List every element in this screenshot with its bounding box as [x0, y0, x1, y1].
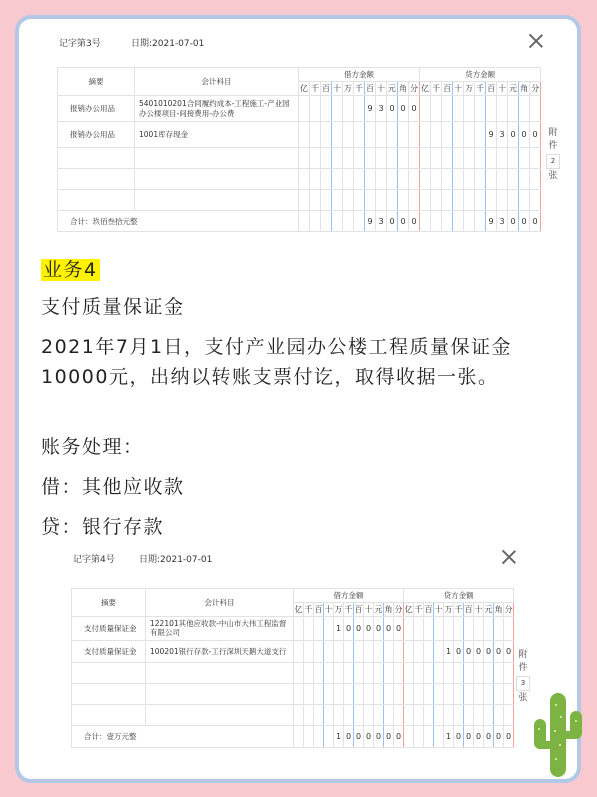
total-credit-digit — [414, 725, 424, 747]
unit-header: 百 — [442, 82, 453, 96]
credit-digit[interactable] — [454, 617, 464, 641]
total-debit-digit: 3 — [376, 211, 387, 232]
empty-row — [58, 148, 541, 169]
debit-digit[interactable] — [294, 640, 304, 662]
unit-header: 元 — [484, 603, 494, 617]
unit-header: 元 — [374, 603, 384, 617]
total-debit-digit — [354, 211, 365, 232]
unit-header: 角 — [398, 82, 409, 96]
debit-digit[interactable] — [354, 640, 364, 662]
credit-digit[interactable] — [453, 122, 464, 148]
credit-digit[interactable]: 9 — [486, 122, 497, 148]
entry-account[interactable]: 122101其他应收款-中山市大伟工程监督有限公司 — [146, 617, 294, 641]
credit-digit[interactable]: 0 — [474, 640, 484, 662]
debit-digit[interactable] — [321, 96, 332, 122]
credit-digit[interactable] — [414, 640, 424, 662]
attach-label: 件 — [548, 141, 558, 151]
unit-header: 千 — [431, 82, 442, 96]
debit-digit[interactable] — [299, 96, 310, 122]
description-paragraph: 2021年7月1日，支付产业园办公楼工程质量保证金10000元，出纳以转账支票付讫，取得收据一张。 — [41, 336, 513, 388]
cactus-decoration — [530, 685, 586, 785]
header-debit: 借方金额 — [299, 68, 420, 82]
credit-digit[interactable] — [486, 96, 497, 122]
credit-digit[interactable] — [494, 617, 504, 641]
total-credit-digit: 0 — [454, 725, 464, 747]
debit-digit[interactable] — [394, 640, 404, 662]
total-credit-digit — [442, 211, 453, 232]
unit-header: 十 — [364, 603, 374, 617]
debit-digit[interactable]: 0 — [398, 96, 409, 122]
total-credit-digit: 0 — [474, 725, 484, 747]
header-credit: 贷方金额 — [404, 589, 514, 603]
total-debit-digit — [324, 725, 334, 747]
unit-header: 千 — [475, 82, 486, 96]
total-credit-digit: 0 — [519, 211, 530, 232]
credit-entry: 贷：银行存款 — [41, 516, 165, 538]
debit-digit[interactable] — [344, 640, 354, 662]
debit-digit[interactable] — [314, 640, 324, 662]
credit-digit[interactable] — [530, 96, 541, 122]
credit-digit[interactable] — [464, 617, 474, 641]
debit-digit[interactable] — [384, 640, 394, 662]
total-debit-digit — [314, 725, 324, 747]
unit-header: 十 — [453, 82, 464, 96]
unit-header: 亿 — [294, 603, 304, 617]
total-credit-digit: 1 — [444, 725, 454, 747]
total-debit-digit: 0 — [354, 725, 364, 747]
unit-header: 百 — [365, 82, 376, 96]
section-heading — [41, 255, 100, 285]
unit-header: 元 — [387, 82, 398, 96]
unit-header: 十 — [474, 603, 484, 617]
total-debit-digit: 9 — [365, 211, 376, 232]
attach-label: 张 — [548, 171, 558, 181]
total-credit-digit: 0 — [504, 725, 514, 747]
unit-header: 千 — [454, 603, 464, 617]
unit-header: 百 — [464, 603, 474, 617]
total-credit-digit — [434, 725, 444, 747]
unit-header: 分 — [530, 82, 541, 96]
total-label: 合计：壹万元整 — [72, 725, 294, 747]
total-debit-digit — [294, 725, 304, 747]
total-credit-digit — [464, 211, 475, 232]
unit-header: 万 — [343, 82, 354, 96]
voucher-date: 日期:2021-07-01 — [139, 555, 213, 565]
debit-digit[interactable] — [324, 617, 334, 641]
debit-digit[interactable]: 0 — [344, 617, 354, 641]
entry-summary[interactable]: 报销办公用品 — [58, 122, 135, 148]
attach-label: 附 — [548, 128, 558, 138]
voucher-date: 日期:2021-07-01 — [131, 39, 205, 49]
empty-row — [72, 662, 514, 683]
credit-digit[interactable] — [474, 617, 484, 641]
entry-summary[interactable]: 支付质量保证金 — [72, 617, 146, 641]
close-icon[interactable] — [501, 549, 517, 565]
header-account: 会计科目 — [135, 68, 299, 96]
debit-digit[interactable] — [374, 640, 384, 662]
debit-digit[interactable] — [365, 122, 376, 148]
credit-digit[interactable] — [431, 122, 442, 148]
unit-header: 分 — [409, 82, 420, 96]
attachment-count — [516, 649, 530, 705]
unit-header: 千 — [414, 603, 424, 617]
unit-header: 百 — [314, 603, 324, 617]
total-debit-digit — [310, 211, 321, 232]
empty-row — [58, 190, 541, 211]
entry-account[interactable]: 100201银行存款-工行深圳天鹅大道支行 — [146, 640, 294, 662]
credit-digit[interactable] — [519, 96, 530, 122]
total-debit-digit: 1 — [334, 725, 344, 747]
credit-digit[interactable] — [444, 617, 454, 641]
unit-header: 千 — [304, 603, 314, 617]
unit-header: 亿 — [420, 82, 431, 96]
total-credit-digit: 0 — [530, 211, 541, 232]
unit-header: 亿 — [299, 82, 310, 96]
unit-header: 千 — [354, 82, 365, 96]
total-debit-digit: 0 — [398, 211, 409, 232]
debit-digit[interactable] — [364, 640, 374, 662]
debit-digit[interactable]: 0 — [364, 617, 374, 641]
credit-digit[interactable] — [424, 617, 434, 641]
content-card — [15, 15, 581, 783]
total-credit-digit — [404, 725, 414, 747]
credit-digit[interactable] — [424, 640, 434, 662]
entry-summary[interactable]: 报销办公用品 — [58, 96, 135, 122]
treatment-label: 账务处理： — [41, 436, 144, 458]
unit-header: 千 — [344, 603, 354, 617]
voucher-number: 记字第3号 — [59, 39, 101, 49]
voucher-number: 记字第4号 — [73, 555, 115, 565]
header-credit: 贷方金额 — [420, 68, 541, 82]
credit-digit[interactable] — [404, 617, 414, 641]
unit-header: 百 — [354, 603, 364, 617]
unit-header: 角 — [384, 603, 394, 617]
total-credit-digit — [420, 211, 431, 232]
debit-digit[interactable]: 0 — [374, 617, 384, 641]
attach-label: 件 — [518, 663, 528, 673]
debit-digit[interactable] — [398, 122, 409, 148]
unit-header: 十 — [376, 82, 387, 96]
total-credit-digit — [475, 211, 486, 232]
total-debit-digit: 0 — [387, 211, 398, 232]
unit-header: 分 — [394, 603, 404, 617]
credit-digit[interactable] — [434, 640, 444, 662]
debit-digit[interactable]: 1 — [334, 617, 344, 641]
total-credit-digit: 9 — [486, 211, 497, 232]
unit-header: 百 — [486, 82, 497, 96]
credit-digit[interactable] — [442, 96, 453, 122]
credit-digit[interactable] — [504, 617, 514, 641]
credit-digit[interactable]: 0 — [464, 640, 474, 662]
empty-row — [58, 169, 541, 190]
close-icon[interactable] — [528, 33, 544, 49]
credit-digit[interactable] — [464, 122, 475, 148]
credit-digit[interactable] — [414, 617, 424, 641]
total-debit-digit — [299, 211, 310, 232]
total-debit-digit: 0 — [409, 211, 420, 232]
unit-header: 十 — [332, 82, 343, 96]
total-debit-digit: 0 — [394, 725, 404, 747]
credit-digit[interactable]: 0 — [530, 122, 541, 148]
attach-count-value[interactable]: 2 — [546, 154, 560, 169]
attach-label: 张 — [518, 693, 528, 703]
unit-header: 十 — [497, 82, 508, 96]
total-debit-digit — [321, 211, 332, 232]
total-debit-digit — [304, 725, 314, 747]
credit-digit[interactable] — [420, 122, 431, 148]
credit-digit[interactable]: 0 — [508, 122, 519, 148]
total-credit-digit: 3 — [497, 211, 508, 232]
debit-digit[interactable]: 0 — [409, 96, 420, 122]
debit-digit[interactable]: 0 — [354, 617, 364, 641]
total-credit-digit: 0 — [464, 725, 474, 747]
debit-digit[interactable] — [294, 617, 304, 641]
credit-digit[interactable] — [431, 96, 442, 122]
attachment-count — [546, 127, 560, 183]
debit-digit[interactable] — [334, 640, 344, 662]
unit-header: 角 — [519, 82, 530, 96]
debit-digit[interactable] — [321, 122, 332, 148]
header-summary: 摘要 — [58, 68, 135, 96]
debit-digit[interactable] — [304, 640, 314, 662]
debit-digit[interactable] — [332, 96, 343, 122]
debit-digit[interactable] — [376, 122, 387, 148]
total-debit-digit: 0 — [374, 725, 384, 747]
debit-digit[interactable] — [310, 122, 321, 148]
debit-digit[interactable] — [299, 122, 310, 148]
debit-digit[interactable]: 0 — [384, 617, 394, 641]
total-credit-digit — [431, 211, 442, 232]
unit-header: 万 — [464, 82, 475, 96]
credit-digit[interactable]: 1 — [444, 640, 454, 662]
credit-digit[interactable]: 0 — [454, 640, 464, 662]
unit-header: 万 — [444, 603, 454, 617]
attach-count-value[interactable]: 3 — [516, 676, 530, 691]
total-debit-digit: 0 — [364, 725, 374, 747]
header-debit: 借方金额 — [294, 589, 404, 603]
unit-header: 亿 — [404, 603, 414, 617]
unit-header: 百 — [424, 603, 434, 617]
total-credit-digit — [424, 725, 434, 747]
debit-entry: 借：其他应收款 — [41, 476, 185, 498]
credit-digit[interactable] — [442, 122, 453, 148]
unit-header: 十 — [434, 603, 444, 617]
credit-digit[interactable]: 3 — [497, 122, 508, 148]
credit-digit[interactable] — [484, 617, 494, 641]
credit-digit[interactable]: 0 — [484, 640, 494, 662]
debit-digit[interactable] — [314, 617, 324, 641]
total-debit-digit — [343, 211, 354, 232]
entry-account[interactable]: 5401010201合同履约成本-工程施工-产业园办公楼项目-间接费用-办公费 — [135, 96, 299, 122]
debit-digit[interactable] — [324, 640, 334, 662]
entry-account[interactable]: 1001库存现金 — [135, 122, 299, 148]
credit-digit[interactable] — [404, 640, 414, 662]
header-account: 会计科目 — [146, 589, 294, 617]
empty-row — [72, 704, 514, 725]
total-label: 合计：玖佰叁拾元整 — [58, 211, 299, 232]
debit-digit[interactable] — [354, 96, 365, 122]
unit-header: 角 — [494, 603, 504, 617]
debit-digit[interactable]: 3 — [376, 96, 387, 122]
total-credit-digit: 0 — [494, 725, 504, 747]
total-credit-digit: 0 — [484, 725, 494, 747]
header-summary: 摘要 — [72, 589, 146, 617]
credit-digit[interactable]: 0 — [494, 640, 504, 662]
debit-digit[interactable]: 0 — [394, 617, 404, 641]
credit-digit[interactable] — [464, 96, 475, 122]
debit-digit[interactable]: 0 — [387, 96, 398, 122]
credit-digit[interactable]: 0 — [504, 640, 514, 662]
empty-row — [72, 683, 514, 704]
debit-digit[interactable] — [387, 122, 398, 148]
unit-header: 元 — [508, 82, 519, 96]
unit-header: 千 — [310, 82, 321, 96]
credit-digit[interactable] — [497, 96, 508, 122]
debit-digit[interactable] — [310, 96, 321, 122]
credit-digit[interactable] — [508, 96, 519, 122]
voucher-table — [57, 67, 541, 232]
entry-summary[interactable]: 支付质量保证金 — [72, 640, 146, 662]
credit-digit[interactable] — [475, 96, 486, 122]
voucher-table — [71, 588, 514, 748]
unit-header: 分 — [504, 603, 514, 617]
credit-digit[interactable]: 0 — [519, 122, 530, 148]
credit-digit[interactable] — [434, 617, 444, 641]
debit-digit[interactable] — [409, 122, 420, 148]
total-debit-digit: 0 — [384, 725, 394, 747]
unit-header: 百 — [321, 82, 332, 96]
total-credit-digit: 0 — [508, 211, 519, 232]
credit-digit[interactable] — [420, 96, 431, 122]
credit-digit[interactable] — [453, 96, 464, 122]
debit-digit[interactable]: 9 — [365, 96, 376, 122]
total-debit-digit: 0 — [344, 725, 354, 747]
unit-header: 十 — [324, 603, 334, 617]
debit-digit[interactable] — [343, 96, 354, 122]
credit-digit[interactable] — [475, 122, 486, 148]
debit-digit[interactable] — [354, 122, 365, 148]
unit-header: 万 — [334, 603, 344, 617]
heading-highlight: 业务4 — [43, 259, 98, 281]
attach-label: 附 — [518, 650, 528, 660]
section-title: 支付质量保证金 — [41, 296, 185, 318]
total-debit-digit — [332, 211, 343, 232]
total-credit-digit — [453, 211, 464, 232]
debit-digit[interactable] — [332, 122, 343, 148]
debit-digit[interactable] — [304, 617, 314, 641]
debit-digit[interactable] — [343, 122, 354, 148]
